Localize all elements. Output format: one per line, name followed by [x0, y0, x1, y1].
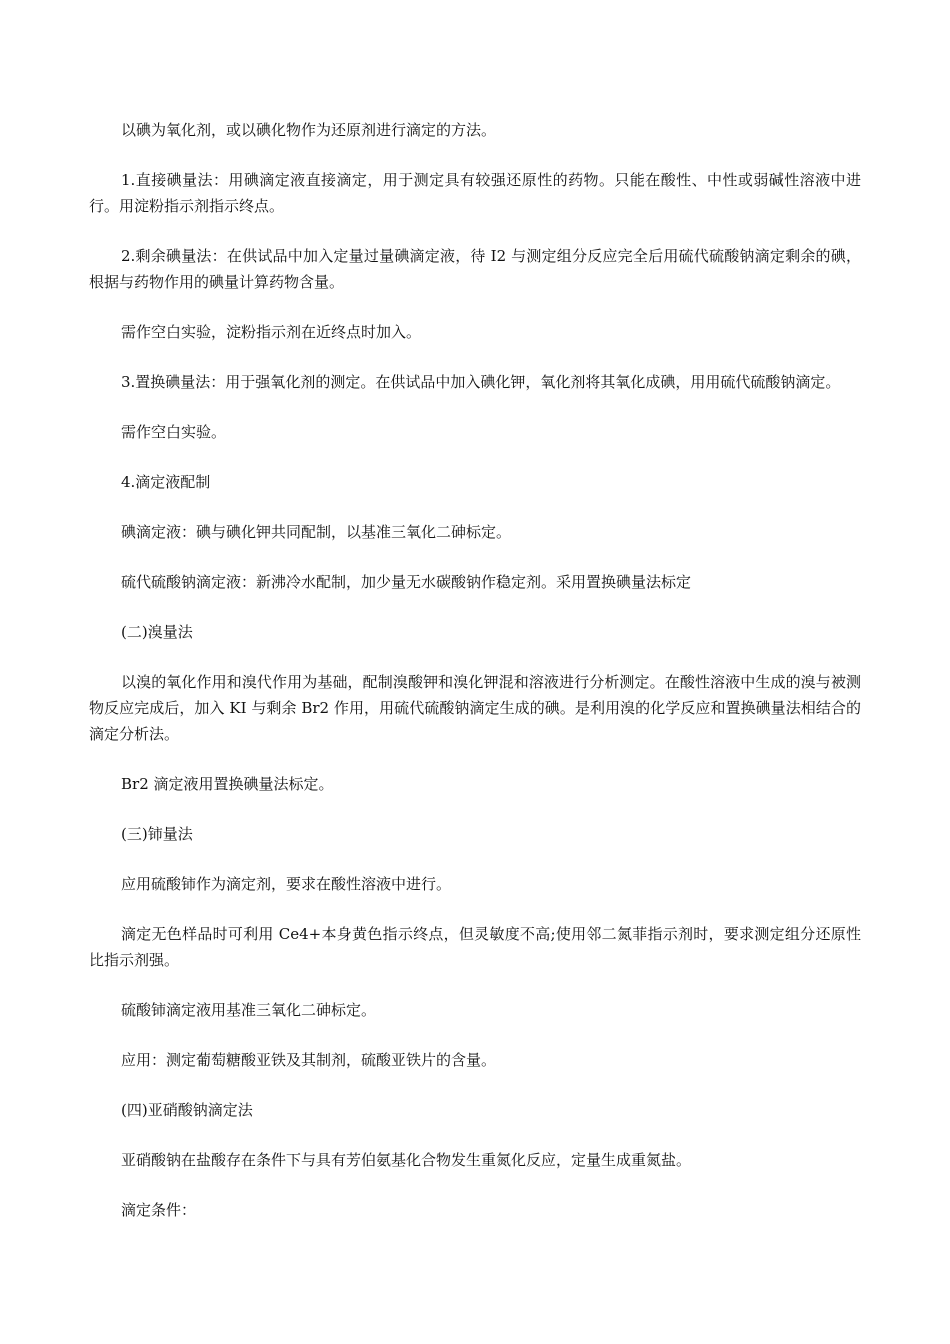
- paragraph-titration-conditions: 滴定条件：: [121, 1201, 197, 1219]
- document-body: [89, 117, 861, 1247]
- paragraph-cerimetry-condition: 应用硫酸铈作为滴定剂，要求在酸性溶液中进行。: [121, 875, 452, 893]
- paragraph-replacement-iodimetry: 3.置换碘量法：用于强氧化剂的测定。在供试品中加入碘化钾，氧化剂将其氧化成碘，用用硫代硫酸钠滴定。: [121, 373, 841, 391]
- heading-cerimetry: (三)铈量法: [121, 825, 193, 843]
- paragraph-bromometry-principle: 以溴的氧化作用和溴代作用为基础，配制溴酸钾和溴化钾混和溶液进行分析测定。在酸性溶液中生成的溴与被测物反应完成后，加入 KI 与剩余 Br2 作用，用硫代硫酸钠滴定生成的碘。是利用溴的化学反应和置换碘量法相结合的滴定分析法。: [89, 673, 861, 743]
- paragraph-iodine-titrant: 碘滴定液：碘与碘化钾共同配制，以基准三氧化二砷标定。: [121, 523, 512, 541]
- paragraph-direct-iodimetry: 1.直接碘量法：用碘滴定液直接滴定，用于测定具有较强还原性的药物。只能在酸性、中性或弱碱性溶液中进行。用淀粉指示剂指示终点。: [89, 171, 861, 215]
- paragraph-diazotization: 亚硝酸钠在盐酸存在条件下与具有芳伯氨基化合物发生重氮化反应，定量生成重氮盐。: [121, 1151, 692, 1169]
- paragraph-cerimetry-application: 应用：测定葡萄糖酸亚铁及其制剂，硫酸亚铁片的含量。: [121, 1051, 497, 1069]
- paragraph-blank-test-note-2: 需作空白实验。: [121, 423, 227, 441]
- heading-bromometry: (二)溴量法: [121, 623, 193, 641]
- paragraph-iodimetry-intro: 以碘为氧化剂，或以碘化物作为还原剂进行滴定的方法。: [121, 121, 497, 139]
- paragraph-bromine-standardization: Br2 滴定液用置换碘量法标定。: [121, 775, 334, 793]
- heading-titrant-preparation: 4.滴定液配制: [121, 473, 211, 491]
- paragraph-thiosulfate-titrant: 硫代硫酸钠滴定液：新沸冷水配制，加少量无水碳酸钠作稳定剂。采用置换碘量法标定: [121, 573, 692, 591]
- paragraph-cerimetry-indicator: 滴定无色样品时可利用 Ce4+本身黄色指示终点，但灵敏度不高;使用邻二氮菲指示剂时，要求测定组分还原性比指示剂强。: [89, 925, 861, 969]
- paragraph-blank-test-note-1: 需作空白实验，淀粉指示剂在近终点时加入。: [121, 323, 422, 341]
- heading-sodium-nitrite-titration: (四)亚硝酸钠滴定法: [121, 1101, 253, 1119]
- paragraph-residual-iodimetry: 2.剩余碘量法：在供试品中加入定量过量碘滴定液，待 I2 与测定组分反应完全后用硫代硫酸钠滴定剩余的碘，根据与药物作用的碘量计算药物含量。: [89, 247, 861, 291]
- paragraph-cerium-standardization: 硫酸铈滴定液用基准三氧化二砷标定。: [121, 1001, 377, 1019]
